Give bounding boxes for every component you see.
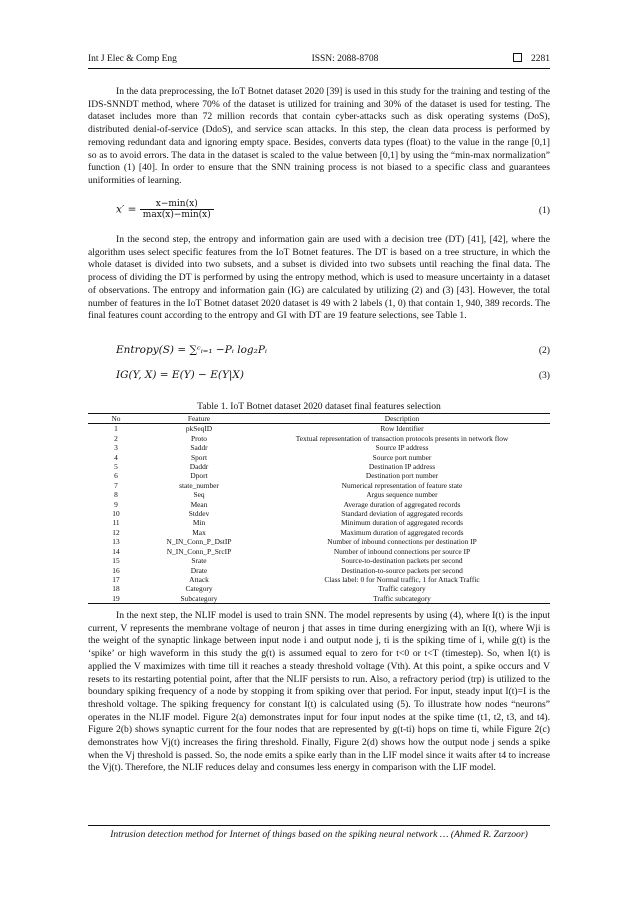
- cell-description: Argus sequence number: [366, 490, 438, 500]
- cell-feature: Saddr: [190, 443, 208, 453]
- cell-description: Average duration of aggregated records: [343, 499, 461, 509]
- col-header-feature: Feature: [144, 414, 254, 424]
- cell-no: 4: [114, 452, 118, 462]
- paragraph-entropy: In the second step, the entropy and information gain are used with a decision tree (DT) [41], [42], where the algorithm uses select specific features from the IoT Botnet features. The DT is based on a tree structure, in which the whole dataset is divided into two subsets, and a subset is divided into two subsets until reaching the final data. The process of dividing the DT is performed by using the entropy method, which is used to measure uncertainty in a dataset of observations. The entropy and information gain (IG) are calculated by utilizing (2) and (3) [43]. However, the total number of features in the IoT Botnet dataset 2020 dataset is 49 with 2 labels (1, 0) that contain 1, 940, 389 records. The final features count according to the entropy and GI with DT are 19 feature selections, see Table 1.: [88, 234, 550, 322]
- table-row: [88, 490, 550, 499]
- cell-no: 8: [114, 490, 118, 500]
- running-header: [88, 53, 550, 64]
- cell-description: Textual representation of transaction protocols presents in network flow: [295, 433, 509, 443]
- col-header-no: No: [88, 414, 144, 424]
- cell-no: 12: [112, 527, 120, 537]
- table-row: [88, 500, 550, 509]
- eq3-number: (3): [538, 370, 550, 381]
- eq2-text: Entropy(S) = ∑ᶜᵢ₌₁ −Pᵢ log₂Pᵢ: [116, 344, 267, 356]
- eq3-text: IG(Y, X) = E(Y) − E(Y|X): [116, 369, 244, 381]
- eq1-fraction: [140, 199, 214, 220]
- eq1-denominator: max(x)−min(x): [142, 210, 211, 220]
- table-row: [88, 528, 550, 537]
- cell-no: 16: [112, 565, 120, 575]
- table-caption: Table 1. IoT Botnet dataset 2020 dataset final features selection: [197, 401, 441, 412]
- cell-no: 17: [112, 574, 120, 584]
- paragraph-nlif: In the next step, the NLIF model is used to train SNN. The model represents by using (4), where I(t) is the input current, V represents the membrane voltage of neuron j that asses in time during energizing with an I(t), where Wji is the weight of the synaptic linkage between input node i and output node j, ti is the spiking time of i, while g(t) is the ‘spike’ or high waveform in this study the g(t) is assumed equal to zero for t<0 or t<T (timestep). So, when I(t) is applied the V maximizes with time till it reaches a steady threshold voltage (Vth). At this point, a spike occurs and V resets to its restarting potential point, after that the NLIF persists to run. Also, a refractory period (trp) is utilized to the boundary spiking frequency of a node by stopping it from spiking over that period. For input, steady input I(t)=I is the threshold voltage. The spiking frequency for constant I(t) is calculated using (5). To illustrate how nodes “neurons” operates in the NLIF model. Figure 2(a) demonstrates input for four input nodes at the spike time (t1, t2, t3, and t4). Figure 2(b) shows synaptic current for the four nodes that are represented by g(t-ti) hops on time ti, while Figure 2(c) demonstrates how Vj(t) increases the firing threshold. Finally, Figure 2(d) shows how the output node j sends a spike when the Vj threshold is passed. So, the node emits a spike early than in the LIF model since it waits after t4 to increase the Vj(t). Therefore, the NLIF reduces delay and consumes less energy in comparison with the LIF model.: [88, 610, 550, 774]
- eq2-number: (2): [538, 345, 550, 356]
- cell-no: 1: [114, 424, 118, 434]
- cell-feature: Mean: [190, 499, 208, 509]
- cell-feature: Dport: [190, 471, 208, 481]
- cell-feature: Min: [192, 518, 206, 528]
- table-row: [88, 594, 550, 604]
- eq1-lhs: x′ =: [116, 203, 137, 216]
- cell-description: Destination port number: [365, 471, 439, 481]
- page-number-wrap: [513, 53, 550, 64]
- cell-description: Source-to-destination packets per second: [341, 556, 463, 566]
- cell-no: 11: [112, 518, 120, 528]
- cell-feature: Attack: [189, 574, 209, 584]
- cell-feature: Srate: [191, 556, 207, 566]
- cell-no: 18: [112, 584, 120, 594]
- cell-description: Destination-to-source packets per second: [341, 565, 463, 575]
- cell-description: Maximum duration of aggregated records: [340, 527, 464, 537]
- cell-description: Source IP address: [375, 443, 429, 453]
- header-rule: [88, 68, 550, 69]
- table-row: [88, 547, 550, 556]
- cell-feature: Drate: [190, 565, 208, 575]
- equation-2: [116, 344, 550, 356]
- footer-rule: [88, 825, 550, 826]
- cell-feature: Sport: [190, 452, 207, 462]
- equation-1: [116, 199, 550, 220]
- journal-name: Int J Elec & Comp Eng: [88, 53, 177, 64]
- col-header-description: Description: [254, 414, 550, 424]
- table-row: [88, 566, 550, 575]
- cell-no: 19: [88, 594, 144, 604]
- table-row: [88, 462, 550, 471]
- table-row: [88, 584, 550, 593]
- table-row: [88, 537, 550, 546]
- table-row: [88, 481, 550, 490]
- cell-no: 5: [114, 462, 118, 472]
- cell-description: Traffic subcategory: [254, 594, 550, 604]
- features-table: [88, 413, 550, 604]
- cell-no: 13: [112, 537, 120, 547]
- cell-description: Standard deviation of aggregated records: [341, 509, 463, 519]
- page-number: 2281: [530, 54, 550, 64]
- issn: ISSN: 2088-8708: [311, 53, 379, 64]
- cell-no: 3: [114, 443, 118, 453]
- cell-feature: Stddev: [188, 509, 210, 519]
- cell-description: Source port number: [372, 452, 432, 462]
- table-row: [88, 453, 550, 462]
- cell-no: 14: [112, 546, 120, 556]
- cell-feature: state_number: [179, 480, 219, 490]
- paragraph-preprocessing: In the data preprocessing, the IoT Botnet dataset 2020 [39] is used in this study for the training and testing of the IDS-SNNDT method, where 70% of the dataset is utilized for training and 30% of the dataset is used for testing. The dataset includes more than 72 million records that contain cyber-attacks such as disk operating systems (DoS), distributed denial-of-service (DdoS), and service scan attacks. In this step, the clean data process is performed by removing redundant data and ignoring empty space. Besides, converts data types (float) to the value in the range [0,1] so as to avoid errors. The data in the dataset is scaled to the value between [0,1] by using the “min-max normalization” function (1) [40]. In order to ensure that the SNN training process is not biased to a specific class and guarantees uniformities of learning.: [88, 86, 550, 186]
- cell-description: Destination IP address: [368, 462, 436, 472]
- table-row: [88, 471, 550, 480]
- cell-feature: N_IN_Conn_P_SrcIP: [166, 546, 232, 556]
- cell-feature: Seq: [193, 490, 205, 500]
- cell-description: Number of inbound connections per destination IP: [327, 537, 477, 547]
- table-body: [88, 424, 550, 604]
- table-row: [88, 443, 550, 452]
- cell-feature: Daddr: [189, 462, 209, 472]
- cell-description: Numerical representation of feature state: [341, 480, 463, 490]
- eq1-numerator: x−min(x): [140, 199, 214, 210]
- cell-feature: Subcategory: [144, 594, 254, 604]
- cell-no: 6: [114, 471, 118, 481]
- table-row: [88, 434, 550, 443]
- cell-description: Minimum duration of aggregated records: [341, 518, 463, 528]
- checkbox-icon: [513, 53, 522, 62]
- cell-description: Number of inbound connections per source IP: [333, 546, 471, 556]
- table-row: [88, 518, 550, 527]
- table-row: [88, 556, 550, 565]
- equation-3: [116, 369, 550, 381]
- cell-description: Row Identifier: [380, 424, 424, 434]
- cell-no: 7: [114, 480, 118, 490]
- cell-feature: Max: [192, 527, 206, 537]
- cell-feature: Category: [185, 584, 213, 594]
- table-row: [88, 575, 550, 584]
- cell-feature: N_IN_Conn_P_DstIP: [166, 537, 232, 547]
- cell-description: Traffic category: [378, 584, 426, 594]
- cell-feature: pkSeqID: [185, 424, 213, 434]
- table-row: [88, 424, 550, 434]
- table-row: [88, 509, 550, 518]
- cell-no: 2: [114, 433, 118, 443]
- table-header-row: [88, 414, 550, 424]
- cell-no: 9: [114, 499, 118, 509]
- running-footer: Intrusion detection method for Internet of things based on the spiking neural network … (Ahmed R. Zarzoor): [110, 829, 528, 840]
- cell-no: 15: [112, 556, 120, 566]
- eq1-number: (1): [538, 205, 550, 216]
- cell-description: Class label: 0 for Normal traffic, 1 for Attack Traffic: [324, 574, 480, 584]
- cell-feature: Proto: [190, 433, 207, 443]
- cell-no: 10: [112, 509, 120, 519]
